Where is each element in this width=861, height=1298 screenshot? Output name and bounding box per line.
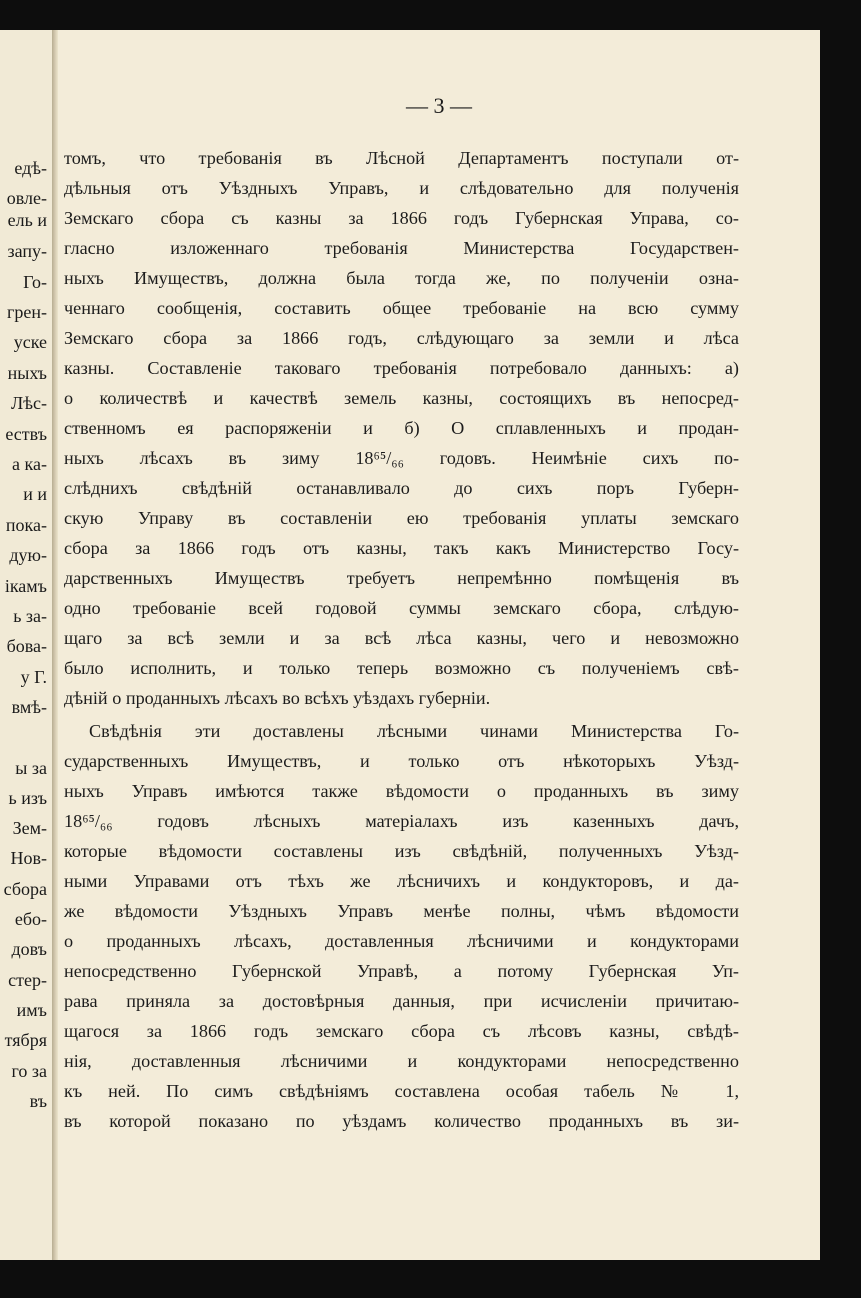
fragment-line: сбора: [3, 879, 47, 899]
fragment-line: имъ: [16, 1000, 47, 1020]
text-line: къ ней. По симъ свѣдѣніямъ составлена особая табель № 1,: [64, 1081, 739, 1101]
fragment-line: тября: [4, 1030, 47, 1050]
text-line: непосредственно Губернской Управѣ, а потому Губернская Уп-: [64, 961, 739, 981]
text-line: скую Управу въ составленіи ею требованія уплаты земскаго: [64, 508, 739, 528]
text-line: ныхъ Имуществъ, должна была тогда же, по полученіи озна-: [64, 268, 739, 288]
fragment-line: а ка-: [12, 454, 47, 474]
text-line: дарственныхъ Имуществъ требуетъ непремѣнно помѣщенія въ: [64, 568, 739, 588]
text-line: о проданныхъ лѣсахъ, доставленныя лѣсничими и кондукторами: [64, 931, 739, 951]
fragment-line: уске: [13, 332, 47, 352]
fragment-line: го за: [11, 1061, 47, 1081]
text-line: дѣній о проданныхъ лѣсахъ во всѣхъ уѣздахъ губерніи.: [64, 688, 491, 708]
fragment-line: дую-: [9, 545, 47, 565]
text-line: 18⁶⁵/₆₆ годовъ лѣсныхъ матеріалахъ изъ казенныхъ дачъ,: [64, 811, 739, 831]
text-line: ными Управами отъ тѣхъ же лѣсничихъ и кондукторовъ, и да-: [64, 871, 739, 891]
text-line: одно требованіе всей годовой суммы земскаго сбора, слѣдую-: [64, 598, 739, 618]
text-line: которые вѣдомости составлены изъ свѣдѣній, полученныхъ Уѣзд-: [64, 841, 739, 861]
text-line: щагося за 1866 годъ земскаго сбора съ лѣсовъ казны, свѣдѣ-: [64, 1021, 739, 1041]
page-number: — 3 —: [406, 93, 472, 118]
facing-page-edge: [0, 30, 52, 1260]
fragment-line: у Г.: [20, 667, 47, 687]
text-line: казны. Составленіе таковаго требованія потребовало данныхъ: а): [64, 358, 739, 378]
fragment-line: и и: [23, 484, 47, 504]
fragment-line: Лѣс-: [11, 393, 47, 413]
fragment-line: довъ: [11, 939, 47, 959]
text-line: сбора за 1866 годъ отъ казны, такъ какъ Министерство Госу-: [64, 538, 739, 558]
fragment-line: вмѣ-: [11, 697, 47, 717]
fragment-line: бова-: [6, 636, 47, 656]
fragment-line: пока-: [5, 515, 47, 535]
fragment-line: запу-: [7, 241, 47, 261]
fragment-line: едѣ-: [14, 158, 47, 178]
fragment-line: ь изъ: [8, 788, 47, 808]
text-line: томъ, что требованія въ Лѣсной Департаментъ поступали от-: [64, 148, 739, 168]
fragment-line: въ: [29, 1091, 47, 1111]
text-line: рава приняла за достовѣрныя данныя, при исчисленіи причитаю-: [64, 991, 739, 1011]
text-line: сударственныхъ Имуществъ, и только отъ нѣкоторыхъ Уѣзд-: [64, 751, 739, 771]
text-line: было исполнить, и только теперь возможно съ полученіемъ свѣ-: [64, 658, 739, 678]
fragment-line: Зем-: [12, 818, 47, 838]
text-line: дѣльныя отъ Уѣздныхъ Управъ, и слѣдовательно для полученія: [64, 178, 739, 198]
text-line: гласно изложеннаго требованія Министерства Государствен-: [64, 238, 739, 258]
text-line: слѣднихъ свѣдѣній останавливало до сихъ поръ Губерн-: [64, 478, 739, 498]
text-line: нія, доставленныя лѣсничими и кондукторами непосредственно: [64, 1051, 739, 1071]
text-line: о количествѣ и качествѣ земель казны, состоящихъ въ непосред-: [64, 388, 739, 408]
fragment-line: ель и: [7, 210, 47, 230]
fragment-line: ествъ: [5, 424, 47, 444]
text-line: щаго за всѣ земли и за всѣ лѣса казны, чего и невозможно: [64, 628, 739, 648]
text-line: въ которой показано по уѣздамъ количество проданныхъ въ зи-: [64, 1111, 739, 1131]
text-line: Земскаго сбора за 1866 годъ, слѣдующаго за земли и лѣса: [64, 328, 739, 348]
text-line: ныхъ Управъ имѣются также вѣдомости о проданныхъ въ зиму: [64, 781, 739, 801]
text-line: ченнаго сообщенія, составить общее требованіе на всю сумму: [64, 298, 739, 318]
fragment-line: овле-: [6, 188, 47, 208]
fragment-line: ы за: [15, 758, 47, 778]
fragment-line: Го-: [23, 272, 47, 292]
fragment-line: ікамъ: [4, 576, 47, 596]
text-line: же вѣдомости Уѣздныхъ Управъ менѣе полны, чѣмъ вѣдомости: [64, 901, 739, 921]
fragment-line: ь за-: [13, 606, 47, 626]
fragment-line: ебо-: [14, 909, 47, 929]
text-line: ственномъ ея распоряженіи и б) О сплавленныхъ и продан-: [64, 418, 739, 438]
text-line: Земскаго сбора съ казны за 1866 годъ Губернская Управа, со-: [64, 208, 739, 228]
fragment-line: ныхъ: [7, 363, 47, 383]
fragment-line: стер-: [8, 970, 47, 990]
fragment-line: Нов-: [10, 848, 47, 868]
text-line: Свѣдѣнія эти доставлены лѣсными чинами Министерства Го-: [89, 721, 739, 741]
page: [58, 30, 820, 1260]
text-line: ныхъ лѣсахъ въ зиму 18⁶⁵/₆₆ годовъ. Неимѣніе сихъ по-: [64, 448, 739, 468]
fragment-line: грен-: [7, 302, 47, 322]
